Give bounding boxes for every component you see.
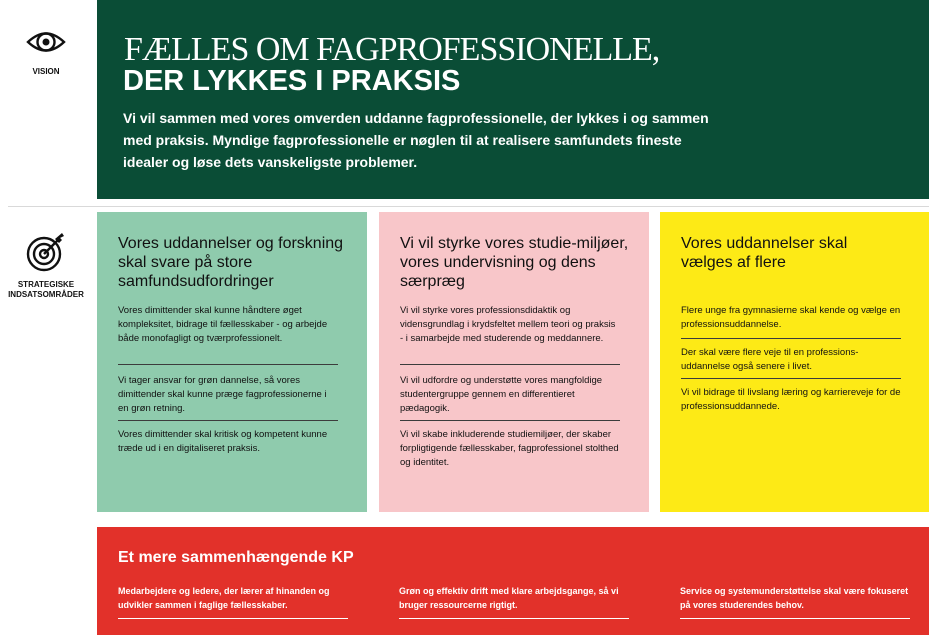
card-item: Vores dimittender skal kritisk og kompetent kunne træde ud i en digitaliseret praksis.: [118, 429, 328, 454]
strategy-card-applicants: [660, 212, 929, 512]
strategy-label-line1: STRATEGISKE: [17, 280, 75, 289]
vision-label: VISION: [32, 67, 60, 76]
card-rule: [400, 420, 620, 421]
coherence-panel: [97, 527, 929, 635]
section-divider: [8, 206, 929, 207]
card-item: Vi vil udfordre og understøtte vores mangfoldige studentergruppe gennem en differentieret pædagogik.: [400, 375, 603, 414]
card-item: Vi vil styrke vores professionsdidaktik og vidensgrundlag i krydsfeltet mellem teori og praksis - i samarbejde med studerende og meddannere.: [400, 305, 616, 344]
coherence-item: Service og systemunderstøttelse skal være fokuseret på vores studerendes behov.: [680, 586, 909, 610]
card-rule: [118, 364, 338, 365]
card-rule: [400, 364, 620, 365]
coherence-item: Medarbejdere og ledere, der lærer af hinanden og udvikler sammen i faglige fællesskaber.: [118, 586, 330, 610]
strategy-label: [4, 280, 88, 300]
card-rule: [118, 420, 338, 421]
vision-body: Vi vil sammen med vores omverden uddanne fagprofessionelle, der lykkes i og sammen med praksis. Myndige fagprofessionelle er nøglen til at realisere samfundets fineste idealer og løse dets vanskeligste problemer.: [123, 110, 709, 170]
card-rule: [681, 378, 901, 379]
strategy-card-study-environment: [379, 212, 649, 512]
card-item: Der skal være flere veje til en professions-uddannelse også senere i livet.: [681, 347, 859, 372]
coherence-rule: [399, 618, 629, 619]
card-heading: Vi vil styrke vores studie-miljøer, vores undervisning og dens særpræg: [400, 235, 629, 290]
vision-panel: [97, 0, 929, 199]
strategy-label-line2: INDSATSOMRÅDER: [8, 290, 84, 299]
coherence-rule: [680, 618, 910, 619]
card-heading: Vores uddannelser og forskning skal svare på store samfundsudfordringer: [118, 235, 344, 290]
card-item: Flere unge fra gymnasierne skal kende og vælge en professionsuddannelse.: [681, 305, 901, 330]
eye-icon: [22, 22, 70, 67]
card-item: Vi vil skabe inkluderende studiemiljøer, der skaber forpligtigende fællesskaber, fagprofessionel stolthed og identitet.: [400, 429, 619, 468]
card-item: Vi vil bidrage til livslang læring og karriereveje for de professionsuddannede.: [681, 387, 901, 412]
card-item: Vi tager ansvar for grøn dannelse, så vores dimittender skal kunne præge fagprofessionerne i en grøn retning.: [118, 375, 327, 414]
card-rule: [681, 338, 901, 339]
vision-title-line2: DER LYKKES I PRAKSIS: [123, 65, 461, 97]
coherence-rule: [118, 618, 348, 619]
coherence-item: Grøn og effektiv drift med klare arbejdsgange, så vi bruger ressourcerne rigtigt.: [399, 586, 619, 610]
coherence-heading: Et mere sammenhængende KP: [118, 549, 354, 566]
strategy-card-research: [97, 212, 367, 512]
card-item: Vores dimittender skal kunne håndtere øget kompleksitet, bidrage til fællesskaber - og arbejde både monofagligt og tværprofessionelt.: [118, 305, 328, 344]
card-heading: Vores uddannelser skal vælges af flere: [681, 235, 848, 271]
target-icon: [22, 230, 70, 279]
vision-title-line1: FÆLLES OM FAGPROFESSIONELLE,: [124, 31, 660, 68]
